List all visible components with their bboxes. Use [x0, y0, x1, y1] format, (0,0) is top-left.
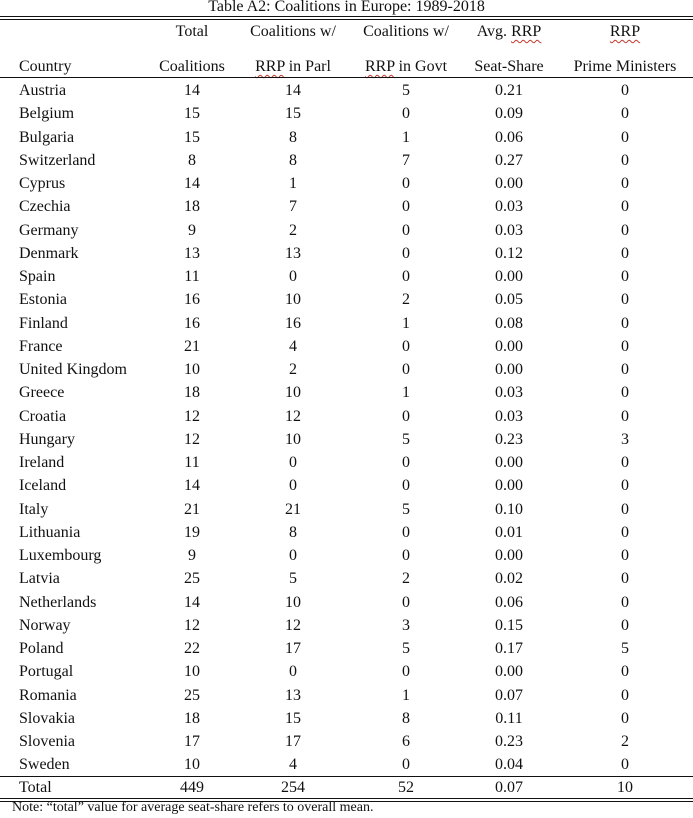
total-rrp-govt: 52 — [398, 779, 414, 796]
header-pm-top — [555, 22, 693, 42]
row-rrp-govt: 3 — [402, 616, 410, 634]
row-prime-ministers: 0 — [621, 198, 629, 216]
row-country: Cyprus — [19, 175, 66, 192]
row-seat-share: 0.23 — [495, 733, 523, 750]
spellcheck-mark: RRP — [364, 58, 395, 75]
row-country: Estonia — [19, 291, 67, 309]
row-rrp-parl: 10 — [285, 430, 301, 448]
row-seat-share: 0.00 — [495, 547, 523, 564]
row-prime-ministers: 0 — [621, 268, 629, 285]
row-rrp-govt: 0 — [402, 756, 410, 774]
row-total-coalitions: 16 — [184, 291, 200, 309]
row-rrp-govt: 5 — [402, 640, 410, 657]
row-rrp-govt: 0 — [402, 407, 410, 425]
row-rrp-parl: 14 — [285, 82, 301, 99]
row-country: Ireland — [19, 454, 65, 471]
total-coalitions: 449 — [180, 779, 204, 796]
row-country: Italy — [19, 500, 49, 518]
row-rrp-parl: 0 — [289, 454, 297, 471]
row-total-coalitions: 25 — [184, 686, 200, 704]
top-rule-1 — [0, 16, 693, 17]
row-rrp-parl: 4 — [289, 756, 297, 774]
row-rrp-govt: 5 — [402, 500, 410, 518]
row-total-coalitions: 9 — [188, 547, 196, 564]
row-prime-ministers: 0 — [621, 500, 629, 518]
row-seat-share: 0.08 — [495, 314, 523, 332]
row-prime-ministers: 0 — [621, 337, 629, 355]
total-rule — [0, 776, 693, 777]
row-total-coalitions: 18 — [184, 384, 200, 402]
row-rrp-parl: 21 — [285, 500, 301, 518]
header-total-bottom: Coalitions — [159, 58, 225, 75]
row-country: Iceland — [19, 477, 67, 495]
row-country: Slovakia — [19, 709, 75, 727]
table-title: Table A2: Coalitions in Europe: 1989-2018 — [208, 0, 485, 15]
row-rrp-govt: 0 — [402, 105, 410, 123]
row-rrp-govt: 0 — [402, 337, 410, 355]
row-rrp-govt: 7 — [402, 151, 410, 169]
header-parl-bottom-text: RRP in Parl — [255, 58, 331, 75]
row-country: Austria — [19, 82, 67, 99]
row-prime-ministers: 0 — [621, 105, 629, 123]
row-country: United Kingdom — [19, 361, 127, 378]
row-prime-ministers: 0 — [621, 663, 629, 681]
row-total-coalitions: 10 — [184, 361, 200, 378]
row-rrp-govt: 1 — [402, 686, 410, 704]
row-seat-share: 0.00 — [495, 454, 523, 471]
row-total-coalitions: 15 — [184, 128, 200, 146]
row-rrp-govt: 0 — [402, 175, 410, 192]
row-seat-share: 0.00 — [495, 337, 523, 355]
header-rule — [0, 77, 693, 78]
row-total-coalitions: 18 — [184, 198, 200, 216]
row-rrp-parl: 17 — [285, 733, 301, 750]
row-total-coalitions: 14 — [184, 82, 200, 99]
row-country: Norway — [19, 616, 71, 634]
row-country: Slovenia — [19, 733, 75, 750]
row-seat-share: 0.03 — [495, 198, 523, 216]
row-prime-ministers: 0 — [621, 244, 629, 262]
row-prime-ministers: 0 — [621, 686, 629, 704]
header-parl-top: Coalitions w/ — [250, 23, 336, 40]
row-prime-ministers: 0 — [621, 314, 629, 332]
row-country: Poland — [19, 640, 64, 657]
row-prime-ministers: 0 — [621, 175, 629, 192]
row-total-coalitions: 19 — [184, 523, 200, 541]
row-rrp-parl: 10 — [285, 384, 301, 402]
row-total-coalitions: 21 — [184, 337, 200, 355]
row-prime-ministers: 2 — [621, 733, 629, 750]
row-prime-ministers: 0 — [621, 570, 629, 588]
row-country: Bulgaria — [19, 128, 75, 146]
row-rrp-parl: 1 — [289, 175, 297, 192]
row-total-coalitions: 18 — [184, 709, 200, 727]
row-rrp-govt: 0 — [402, 268, 410, 285]
row-prime-ministers: 0 — [621, 361, 629, 378]
row-total-coalitions: 13 — [184, 244, 200, 262]
row-seat-share: 0.04 — [495, 756, 523, 774]
row-seat-share: 0.00 — [495, 361, 523, 378]
row-rrp-govt: 0 — [402, 221, 410, 239]
total-label: Total — [19, 779, 52, 796]
row-rrp-govt: 1 — [402, 128, 410, 146]
total-prime-ministers: 10 — [617, 779, 633, 796]
row-prime-ministers: 0 — [621, 291, 629, 309]
row-rrp-govt: 2 — [402, 570, 410, 588]
row-country: Romania — [19, 686, 77, 704]
row-country: Croatia — [19, 407, 67, 425]
row-prime-ministers: 0 — [621, 756, 629, 774]
row-prime-ministers: 0 — [621, 477, 629, 495]
row-total-coalitions: 11 — [184, 454, 200, 471]
row-total-coalitions: 14 — [184, 593, 200, 611]
row-rrp-parl: 0 — [289, 663, 297, 681]
row-rrp-parl: 10 — [285, 593, 301, 611]
row-country: Lithuania — [19, 523, 81, 541]
row-total-coalitions: 12 — [184, 407, 200, 425]
row-seat-share: 0.12 — [495, 244, 523, 262]
row-seat-share: 0.05 — [495, 291, 523, 309]
row-seat-share: 0.00 — [495, 268, 523, 285]
row-country: Finland — [19, 314, 68, 332]
header-govt-bottom-text: RRP in Govt — [364, 58, 448, 75]
row-rrp-govt: 8 — [402, 709, 410, 727]
row-rrp-parl: 17 — [285, 640, 301, 657]
header-country: Country — [19, 58, 72, 75]
row-total-coalitions: 14 — [184, 477, 200, 495]
row-seat-share: 0.00 — [495, 175, 523, 192]
row-prime-ministers: 0 — [621, 407, 629, 425]
row-seat-share: 0.06 — [495, 593, 523, 611]
row-country: Netherlands — [19, 593, 97, 611]
row-total-coalitions: 25 — [184, 570, 200, 588]
row-country: Germany — [19, 221, 79, 239]
row-prime-ministers: 0 — [621, 82, 629, 99]
row-total-coalitions: 14 — [184, 175, 200, 192]
row-prime-ministers: 0 — [621, 151, 629, 169]
row-rrp-parl: 0 — [289, 547, 297, 564]
total-rrp-parl: 254 — [281, 779, 305, 796]
row-rrp-parl: 0 — [289, 268, 297, 285]
row-prime-ministers: 0 — [621, 384, 629, 402]
row-rrp-govt: 0 — [402, 477, 410, 495]
row-country: Luxembourg — [19, 547, 102, 564]
row-rrp-parl: 8 — [289, 523, 297, 541]
row-total-coalitions: 15 — [184, 105, 200, 123]
row-prime-ministers: 3 — [621, 430, 629, 448]
row-rrp-parl: 8 — [289, 151, 297, 169]
row-seat-share: 0.06 — [495, 128, 523, 146]
row-prime-ministers: 0 — [621, 523, 629, 541]
header-seatshare-bottom: Seat-Share — [474, 58, 544, 75]
row-seat-share: 0.27 — [495, 151, 523, 169]
row-seat-share: 0.21 — [495, 82, 523, 99]
row-country: Denmark — [19, 244, 79, 262]
row-prime-ministers: 0 — [621, 616, 629, 634]
row-rrp-govt: 1 — [402, 384, 410, 402]
row-total-coalitions: 10 — [184, 663, 200, 681]
row-total-coalitions: 17 — [184, 733, 200, 750]
row-total-coalitions: 12 — [184, 430, 200, 448]
row-seat-share: 0.09 — [495, 105, 523, 123]
row-country: Latvia — [19, 570, 60, 588]
header-pm-bottom: Prime Ministers — [573, 58, 677, 75]
row-total-coalitions: 9 — [188, 221, 196, 239]
row-rrp-parl: 15 — [285, 105, 301, 123]
row-rrp-parl: 7 — [289, 198, 297, 216]
row-rrp-govt: 6 — [402, 733, 410, 750]
row-seat-share: 0.03 — [495, 384, 523, 402]
row-rrp-parl: 8 — [289, 128, 297, 146]
row-rrp-govt: 0 — [402, 454, 410, 471]
header-govt-top: Coalitions w/ — [363, 23, 449, 40]
row-country: France — [19, 337, 63, 355]
row-rrp-parl: 12 — [285, 407, 301, 425]
row-rrp-parl: 5 — [289, 570, 297, 588]
row-seat-share: 0.17 — [495, 640, 523, 657]
row-prime-ministers: 5 — [621, 640, 629, 657]
row-seat-share: 0.01 — [495, 523, 523, 541]
row-prime-ministers: 0 — [621, 547, 629, 564]
row-prime-ministers: 0 — [621, 221, 629, 239]
row-rrp-govt: 0 — [402, 663, 410, 681]
row-country: Switzerland — [19, 151, 96, 169]
row-total-coalitions: 22 — [184, 640, 200, 657]
row-rrp-parl: 4 — [289, 337, 297, 355]
header-total-top: Total — [175, 23, 209, 40]
header-seatshare-top-text: Avg. RRP — [476, 23, 542, 40]
row-seat-share: 0.15 — [495, 616, 523, 634]
row-country: Czechia — [19, 198, 71, 216]
row-prime-ministers: 0 — [621, 454, 629, 471]
row-seat-share: 0.07 — [495, 686, 523, 704]
row-total-coalitions: 16 — [184, 314, 200, 332]
row-seat-share: 0.03 — [495, 407, 523, 425]
top-rule-2 — [0, 19, 693, 20]
row-seat-share: 0.23 — [495, 430, 523, 448]
row-rrp-govt: 5 — [402, 430, 410, 448]
row-rrp-parl: 13 — [285, 244, 301, 262]
row-rrp-govt: 0 — [402, 547, 410, 564]
row-rrp-parl: 13 — [285, 686, 301, 704]
spellcheck-mark: RRP — [511, 23, 542, 40]
row-total-coalitions: 12 — [184, 616, 200, 634]
spellcheck-mark: RRP — [255, 58, 285, 75]
row-country: Belgium — [19, 105, 75, 123]
row-rrp-govt: 0 — [402, 198, 410, 216]
row-prime-ministers: 0 — [621, 128, 629, 146]
row-rrp-govt: 0 — [402, 361, 410, 378]
total-seat-share: 0.07 — [495, 779, 523, 796]
row-rrp-govt: 0 — [402, 244, 410, 262]
row-total-coalitions: 11 — [184, 268, 200, 285]
header-pm-top-text: RRP — [609, 23, 641, 40]
row-total-coalitions: 10 — [184, 756, 200, 774]
row-seat-share: 0.00 — [495, 663, 523, 681]
row-rrp-parl: 0 — [289, 477, 297, 495]
row-country: Greece — [19, 384, 65, 402]
row-seat-share: 0.02 — [495, 570, 523, 588]
row-rrp-govt: 0 — [402, 523, 410, 541]
row-rrp-parl: 12 — [285, 616, 301, 634]
row-rrp-govt: 2 — [402, 291, 410, 309]
row-rrp-parl: 2 — [289, 221, 297, 239]
row-rrp-parl: 2 — [289, 361, 297, 378]
row-total-coalitions: 8 — [188, 151, 196, 169]
row-country: Spain — [19, 268, 56, 285]
table-note: Note: “total” value for average seat-share refers to overall mean. — [12, 800, 374, 815]
row-rrp-parl: 15 — [285, 709, 301, 727]
row-rrp-govt: 1 — [402, 314, 410, 332]
row-seat-share: 0.11 — [495, 709, 523, 727]
row-seat-share: 0.00 — [495, 477, 523, 495]
row-rrp-parl: 16 — [285, 314, 301, 332]
row-seat-share: 0.10 — [495, 500, 523, 518]
row-rrp-govt: 0 — [402, 593, 410, 611]
row-country: Hungary — [19, 430, 75, 448]
row-seat-share: 0.03 — [495, 221, 523, 239]
row-total-coalitions: 21 — [184, 500, 200, 518]
row-prime-ministers: 0 — [621, 709, 629, 727]
row-rrp-parl: 10 — [285, 291, 301, 309]
row-country: Portugal — [19, 663, 74, 681]
row-country: Sweden — [19, 756, 70, 774]
row-rrp-govt: 5 — [402, 82, 410, 99]
row-prime-ministers: 0 — [621, 593, 629, 611]
